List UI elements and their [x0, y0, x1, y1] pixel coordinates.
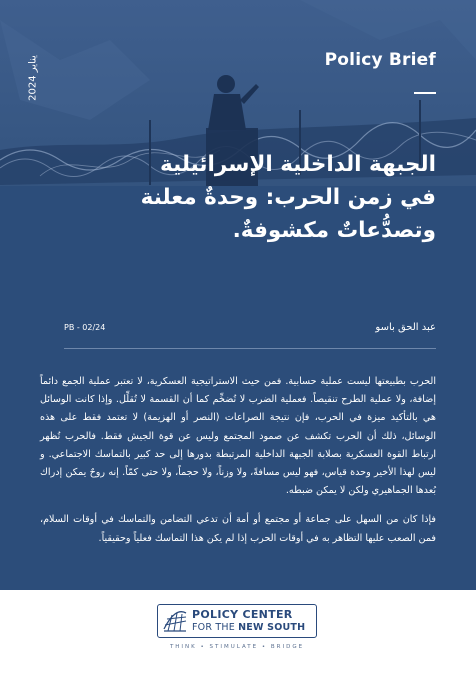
logo-text-line-2	[192, 622, 305, 633]
series-label: Policy Brief	[324, 50, 436, 70]
policy-center-logo	[157, 604, 317, 638]
report-title	[106, 148, 436, 247]
divider	[64, 348, 436, 349]
title-line-2: في زمن الحرب: وحدةٌ معلنة	[140, 185, 436, 210]
logo-text-line-1: POLICY CENTER	[192, 608, 293, 621]
title-line-3: وتصدُّعاتٌ مكشوفةٌ.	[232, 218, 436, 243]
logo-tagline: THINK • STIMULATE • BRIDGE	[169, 644, 305, 650]
date-text: يناير 2024	[27, 55, 39, 101]
footer	[0, 590, 476, 674]
body-text	[40, 373, 436, 559]
series-underline	[414, 92, 436, 94]
publication-code: PB - 02/24	[64, 323, 106, 332]
title-line-1: الجبهة الداخلية الإسرائيلية	[160, 152, 436, 177]
logo-text-bold: NEW SOUTH	[238, 622, 306, 633]
meta-row	[40, 322, 436, 338]
logo-text-prefix: FOR THE	[192, 622, 239, 633]
date-label	[26, 48, 40, 108]
paragraph-1: الحرب بطبيعتها ليست عملية حسابية. فمن حيث الاستراتيجية العسكرية، لا تعتبر عملية الجمع دائماً إضافة، ولا عملية الطرح تنقيصاً. فعملية الضرب لا تُضخِّم كما أن القسمة لا تُقلِّل. وإذا كانت الوسائل هي بالتأكيد ميزة في الحرب، فإن نتيجة الصراعات (النصر أو الهزيمة) لا تعتمد فقط على هذه الوسائل، ذلك أن الحرب تكشف عن صمود المجتمع وليس عن قوة الجيش فقط. فالحرب تُظهر ارتباط القوة العسكرية بصلابة الجبهة الداخلية المرتبطة بدورها إلى حد كبير بالتماسك الاجتماعي. و ليس لهذا الأخير وحدة قياس، فهو ليس مسافةً، ولا وزناً، ولا حجماً، ولا حتى كمّاً. إنه روحٌ يمكن إدراك بُعدها الجماهيري ولكن لا يمكن ضبطه.	[40, 376, 436, 497]
paragraph-2: فإذا كان من السهل على جماعة أو مجتمع أو أمة أن تدعي التضامن والتماسك في أوقات السلام، فمن الصعب عليها التظاهر به في أوقات الحرب إذا لم يكن هذا التماسك فعلياً وحقيقياً.	[40, 514, 436, 544]
author-name: عبد الحق باسو	[375, 322, 436, 333]
globe-grid-icon	[162, 609, 188, 633]
